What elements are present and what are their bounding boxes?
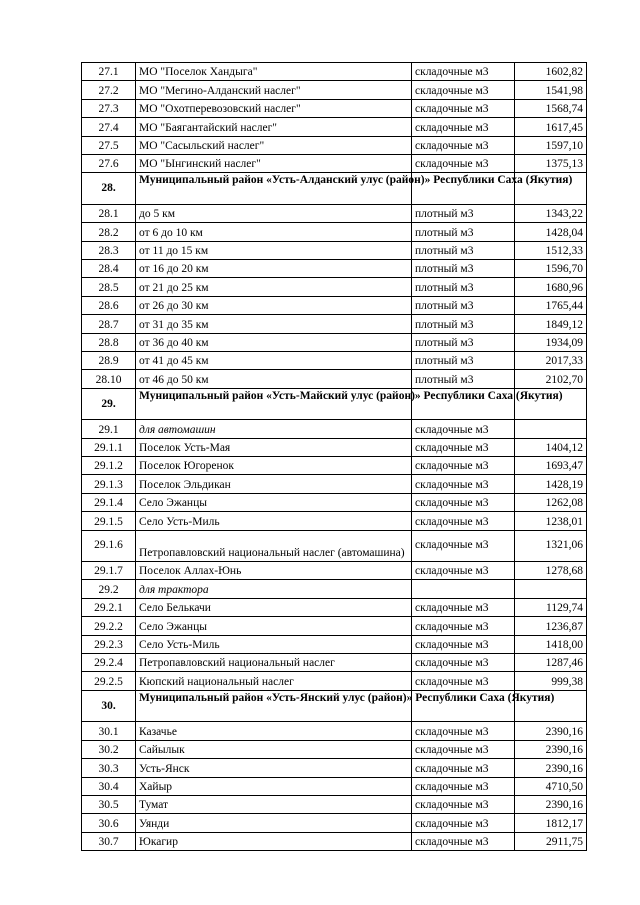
row-unit: плотный м3	[412, 370, 515, 388]
row-unit: плотный м3	[412, 260, 515, 278]
table-row	[82, 777, 587, 795]
row-value: 1568,74	[515, 99, 587, 117]
row-value: 1602,82	[515, 63, 587, 81]
table-row	[82, 296, 587, 314]
row-number: 27.4	[82, 118, 136, 136]
table-row	[82, 635, 587, 653]
row-unit: складочные м3	[412, 814, 515, 832]
row-name: МО "Поселок Хандыга"	[136, 63, 412, 81]
row-unit: плотный м3	[412, 333, 515, 351]
table-row	[82, 333, 587, 351]
row-value: 1934,09	[515, 333, 587, 351]
table-row	[82, 81, 587, 99]
row-unit: складочные м3	[412, 99, 515, 117]
table-row	[82, 814, 587, 832]
row-value: 1404,12	[515, 438, 587, 456]
row-value: 2390,16	[515, 795, 587, 813]
row-number: 29.1.5	[82, 512, 136, 530]
row-unit: складочные м3	[412, 81, 515, 99]
row-name: Петропавловский национальный наслег (автомашина)	[136, 530, 412, 562]
row-number: 28.5	[82, 278, 136, 296]
table-row	[82, 204, 587, 222]
row-number: 28.8	[82, 333, 136, 351]
row-name: МО "Баягантайский наслег"	[136, 118, 412, 136]
row-value: 2390,16	[515, 759, 587, 777]
row-number: 30.2	[82, 740, 136, 758]
row-value: 1375,13	[515, 154, 587, 172]
row-value: 999,38	[515, 672, 587, 690]
row-value: 2017,33	[515, 351, 587, 369]
row-value: 1617,45	[515, 118, 587, 136]
row-number: 28.3	[82, 241, 136, 259]
table-row	[82, 315, 587, 333]
row-unit: складочные м3	[412, 722, 515, 740]
table-row	[82, 722, 587, 740]
row-name: Село Усть-Миль	[136, 635, 412, 653]
row-name: МО "Ынгинский наслег"	[136, 154, 412, 172]
row-name: от 26 до 30 км	[136, 296, 412, 314]
row-name: Муниципальный район «Усть-Майский улус (район)» Республики Саха (Якутия)	[136, 388, 412, 420]
row-unit: плотный м3	[412, 296, 515, 314]
row-name: Поселок Усть-Мая	[136, 438, 412, 456]
row-number: 29.	[82, 388, 136, 420]
section-header-row	[82, 173, 587, 205]
row-number: 30.5	[82, 795, 136, 813]
table-row	[82, 832, 587, 850]
row-number: 28.1	[82, 204, 136, 222]
row-name: Сайылык	[136, 740, 412, 758]
row-name: от 31 до 35 км	[136, 315, 412, 333]
row-value: 1238,01	[515, 512, 587, 530]
row-value: 1765,44	[515, 296, 587, 314]
table-row	[82, 438, 587, 456]
row-name: от 11 до 15 км	[136, 241, 412, 259]
row-unit: складочные м3	[412, 154, 515, 172]
row-name: Усть-Янск	[136, 759, 412, 777]
table-row	[82, 740, 587, 758]
row-number: 29.2.1	[82, 598, 136, 616]
row-name: от 16 до 20 км	[136, 260, 412, 278]
tariff-table	[81, 62, 587, 851]
row-unit: складочные м3	[412, 457, 515, 475]
row-name: Село Эжанцы	[136, 493, 412, 511]
row-unit: складочные м3	[412, 777, 515, 795]
tariff-table-body	[82, 63, 587, 851]
row-unit: складочные м3	[412, 832, 515, 850]
section-header-row	[82, 690, 587, 722]
row-unit: плотный м3	[412, 351, 515, 369]
table-row	[82, 136, 587, 154]
row-unit: складочные м3	[412, 438, 515, 456]
table-row	[82, 99, 587, 117]
row-value: 1418,00	[515, 635, 587, 653]
row-number: 29.2.2	[82, 617, 136, 635]
row-number: 29.1.3	[82, 475, 136, 493]
row-value	[515, 580, 587, 598]
row-value: 1596,70	[515, 260, 587, 278]
row-value: 2911,75	[515, 832, 587, 850]
row-number: 30.7	[82, 832, 136, 850]
table-row	[82, 530, 587, 562]
row-value: 2390,16	[515, 722, 587, 740]
row-number: 29.1.6	[82, 530, 136, 562]
row-value: 2390,16	[515, 740, 587, 758]
row-value: 1321,06	[515, 530, 587, 562]
row-name: МО "Сасыльский наслег"	[136, 136, 412, 154]
row-value: 1343,22	[515, 204, 587, 222]
row-number: 29.1	[82, 420, 136, 438]
row-value: 1129,74	[515, 598, 587, 616]
row-number: 30.6	[82, 814, 136, 832]
row-number: 29.2	[82, 580, 136, 598]
row-value: 1262,08	[515, 493, 587, 511]
row-name: Муниципальный район «Усть-Янский улус (район)» Республики Саха (Якутия)	[136, 690, 412, 722]
row-number: 27.1	[82, 63, 136, 81]
row-number: 30.3	[82, 759, 136, 777]
row-value: 1849,12	[515, 315, 587, 333]
row-unit: складочные м3	[412, 617, 515, 635]
row-name: Петропавловский национальный наслег	[136, 654, 412, 672]
row-number: 27.2	[82, 81, 136, 99]
table-row	[82, 351, 587, 369]
row-name: Казачье	[136, 722, 412, 740]
table-row	[82, 759, 587, 777]
row-value: 1278,68	[515, 562, 587, 580]
row-name: Село Усть-Миль	[136, 512, 412, 530]
row-number: 29.1.4	[82, 493, 136, 511]
row-unit: складочные м3	[412, 672, 515, 690]
table-row	[82, 617, 587, 635]
row-name: Кюпский национальный наслег	[136, 672, 412, 690]
row-number: 28.4	[82, 260, 136, 278]
row-unit: складочные м3	[412, 562, 515, 580]
row-name: для автомашин	[136, 420, 412, 438]
row-name: Уянди	[136, 814, 412, 832]
row-number: 29.1.1	[82, 438, 136, 456]
row-name: Поселок Аллах-Юнь	[136, 562, 412, 580]
row-name: для трактора	[136, 580, 412, 598]
table-row	[82, 654, 587, 672]
row-unit: складочные м3	[412, 475, 515, 493]
table-row	[82, 370, 587, 388]
row-number: 30.	[82, 690, 136, 722]
row-number: 28.10	[82, 370, 136, 388]
row-unit: складочные м3	[412, 493, 515, 511]
row-value: 1428,19	[515, 475, 587, 493]
row-number: 29.1.7	[82, 562, 136, 580]
row-name: от 6 до 10 км	[136, 223, 412, 241]
table-row	[82, 63, 587, 81]
table-row	[82, 241, 587, 259]
row-name: от 21 до 25 км	[136, 278, 412, 296]
table-row	[82, 154, 587, 172]
row-value: 1597,10	[515, 136, 587, 154]
row-name: МО "Мегино-Алданский наслег"	[136, 81, 412, 99]
row-value: 1693,47	[515, 457, 587, 475]
table-row	[82, 672, 587, 690]
row-unit: плотный м3	[412, 278, 515, 296]
table-row	[82, 493, 587, 511]
table-row	[82, 795, 587, 813]
row-name: Муниципальный район «Усть-Алданский улус (район)» Республики Саха (Якутия)	[136, 173, 412, 205]
section-header-row	[82, 388, 587, 420]
row-unit: складочные м3	[412, 740, 515, 758]
row-unit	[412, 580, 515, 598]
row-unit: складочные м3	[412, 512, 515, 530]
row-unit: складочные м3	[412, 598, 515, 616]
row-unit: плотный м3	[412, 223, 515, 241]
row-number: 30.4	[82, 777, 136, 795]
table-row	[82, 562, 587, 580]
subsection-row	[82, 580, 587, 598]
row-unit: плотный м3	[412, 241, 515, 259]
table-row	[82, 118, 587, 136]
row-name: от 46 до 50 км	[136, 370, 412, 388]
row-name: Село Белькачи	[136, 598, 412, 616]
row-number: 27.6	[82, 154, 136, 172]
row-unit: складочные м3	[412, 118, 515, 136]
row-unit: складочные м3	[412, 795, 515, 813]
row-name: от 41 до 45 км	[136, 351, 412, 369]
row-number: 29.2.5	[82, 672, 136, 690]
table-row	[82, 512, 587, 530]
row-unit: складочные м3	[412, 654, 515, 672]
row-number: 28.2	[82, 223, 136, 241]
row-unit: складочные м3	[412, 420, 515, 438]
table-row	[82, 223, 587, 241]
row-unit: складочные м3	[412, 635, 515, 653]
row-name: от 36 до 40 км	[136, 333, 412, 351]
row-value: 1812,17	[515, 814, 587, 832]
row-value: 1512,33	[515, 241, 587, 259]
table-row	[82, 457, 587, 475]
table-row	[82, 278, 587, 296]
row-value: 1680,96	[515, 278, 587, 296]
row-name: до 5 км	[136, 204, 412, 222]
row-number: 28.6	[82, 296, 136, 314]
row-value: 1541,98	[515, 81, 587, 99]
row-unit: складочные м3	[412, 63, 515, 81]
row-unit: складочные м3	[412, 759, 515, 777]
row-name: Село Эжанцы	[136, 617, 412, 635]
row-value: 4710,50	[515, 777, 587, 795]
row-unit: плотный м3	[412, 315, 515, 333]
row-name: Поселок Югоренок	[136, 457, 412, 475]
table-row	[82, 260, 587, 278]
row-number: 28.9	[82, 351, 136, 369]
row-number: 28.7	[82, 315, 136, 333]
row-name: МО "Охотперевозовский наслег"	[136, 99, 412, 117]
row-value: 1287,46	[515, 654, 587, 672]
row-number: 29.1.2	[82, 457, 136, 475]
row-number: 29.2.4	[82, 654, 136, 672]
row-number: 29.2.3	[82, 635, 136, 653]
row-number: 30.1	[82, 722, 136, 740]
row-unit: складочные м3	[412, 136, 515, 154]
row-number: 28.	[82, 173, 136, 205]
row-name: Юкагир	[136, 832, 412, 850]
row-name: Тумат	[136, 795, 412, 813]
row-value	[515, 420, 587, 438]
row-value: 1428,04	[515, 223, 587, 241]
row-name: Хайыр	[136, 777, 412, 795]
row-number: 27.3	[82, 99, 136, 117]
row-unit: складочные м3	[412, 530, 515, 562]
table-row	[82, 598, 587, 616]
row-unit: плотный м3	[412, 204, 515, 222]
row-value: 2102,70	[515, 370, 587, 388]
subsection-row	[82, 420, 587, 438]
row-name: Поселок Эльдикан	[136, 475, 412, 493]
table-row	[82, 475, 587, 493]
row-value: 1236,87	[515, 617, 587, 635]
row-number: 27.5	[82, 136, 136, 154]
